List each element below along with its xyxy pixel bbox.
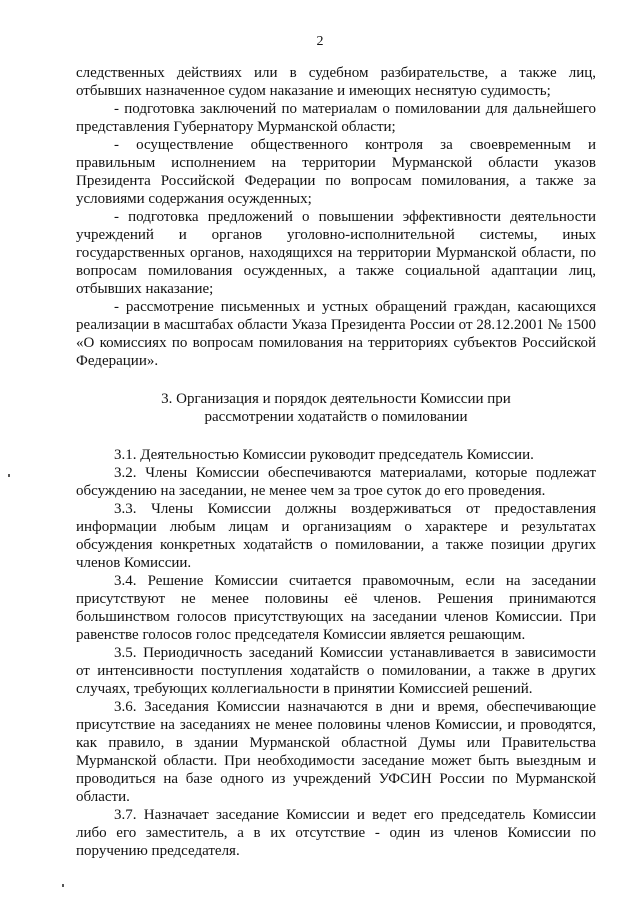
clause-3-6: 3.6. Заседания Комиссии назначаются в дни и время, обеспечивающие присутствие на заседаниях не менее половины членов Комиссии, и проводятся, как правило, в здании Мурманской областной Думы или Правительства Мурманской области. При необходимости заседание может быть выездным и проводиться на базе одного из учреждений УФСИН России по Мурманской области. bbox=[76, 699, 596, 805]
task-item-2: - осуществление общественного контроля за своевременным и правильным исполнением на территории Мурманской области указов Президента Российской Федерации по вопросам помилования, а также за условиями содержания осужденных; bbox=[76, 137, 596, 207]
document-body bbox=[76, 64, 596, 860]
continuation-paragraph: следственных действиях или в судебном разбирательстве, а также лиц, отбывших назначенное судом наказание и имеющих неснятую судимость; bbox=[76, 65, 596, 99]
clause-3-2: 3.2. Члены Комиссии обеспечиваются материалами, которые подлежат обсуждению на заседании, не менее чем за трое суток до его проведения. bbox=[76, 465, 596, 499]
task-item-1: - подготовка заключений по материалам о помиловании для дальнейшего представления Губернатору Мурманской области; bbox=[76, 101, 596, 135]
clause-3-7: 3.7. Назначает заседание Комиссии и ведет его председатель Комиссии либо его заместитель, а в их отсутствие - один из членов Комиссии по поручению председателя. bbox=[76, 807, 596, 859]
section-heading bbox=[76, 390, 596, 426]
clause-3-3: 3.3. Члены Комиссии должны воздерживаться от предоставления информации любым лицам и организациям о характере и результатах обсуждения конкретных ходатайств о помиловании, а также позиции других членов Комиссии. bbox=[76, 501, 596, 571]
clause-3-1: 3.1. Деятельностью Комиссии руководит председатель Комиссии. bbox=[114, 447, 534, 463]
page-number: 2 bbox=[316, 34, 324, 49]
clause-3-4: 3.4. Решение Комиссии считается правомочным, если на заседании присутствуют не менее половины её членов. Решения принимаются большинством голосов присутствующих на заседании членов Комиссии. При равенстве голосов голос председателя Комиссии является решающим. bbox=[76, 573, 596, 643]
section-heading-line-2: рассмотрении ходатайств о помиловании bbox=[204, 409, 468, 425]
scan-speck bbox=[8, 474, 10, 477]
clause-3-5: 3.5. Периодичность заседаний Комиссии устанавливается в зависимости от интенсивности поступления ходатайств о помиловании, а также в других случаях, требующих коллегиальности в принятии Комиссией решений. bbox=[76, 645, 596, 697]
task-item-4: - рассмотрение письменных и устных обращений граждан, касающихся реализации в масштабах области Указа Президента России от 28.12.2001 № 1500 «О комиссиях по вопросам помилования на территориях субъектов Российской Федерации». bbox=[76, 299, 596, 369]
task-item-3: - подготовка предложений о повышении эффективности деятельности учреждений и органов уголовно-исполнительной системы, иных государственных органов, находящихся на территории Мурманской области, по вопросам помилования осужденных, а также социальной адаптации лиц, отбывших наказание; bbox=[76, 209, 596, 297]
scan-speck bbox=[62, 884, 64, 887]
section-heading-line-1: 3. Организация и порядок деятельности Комиссии при bbox=[161, 391, 511, 407]
